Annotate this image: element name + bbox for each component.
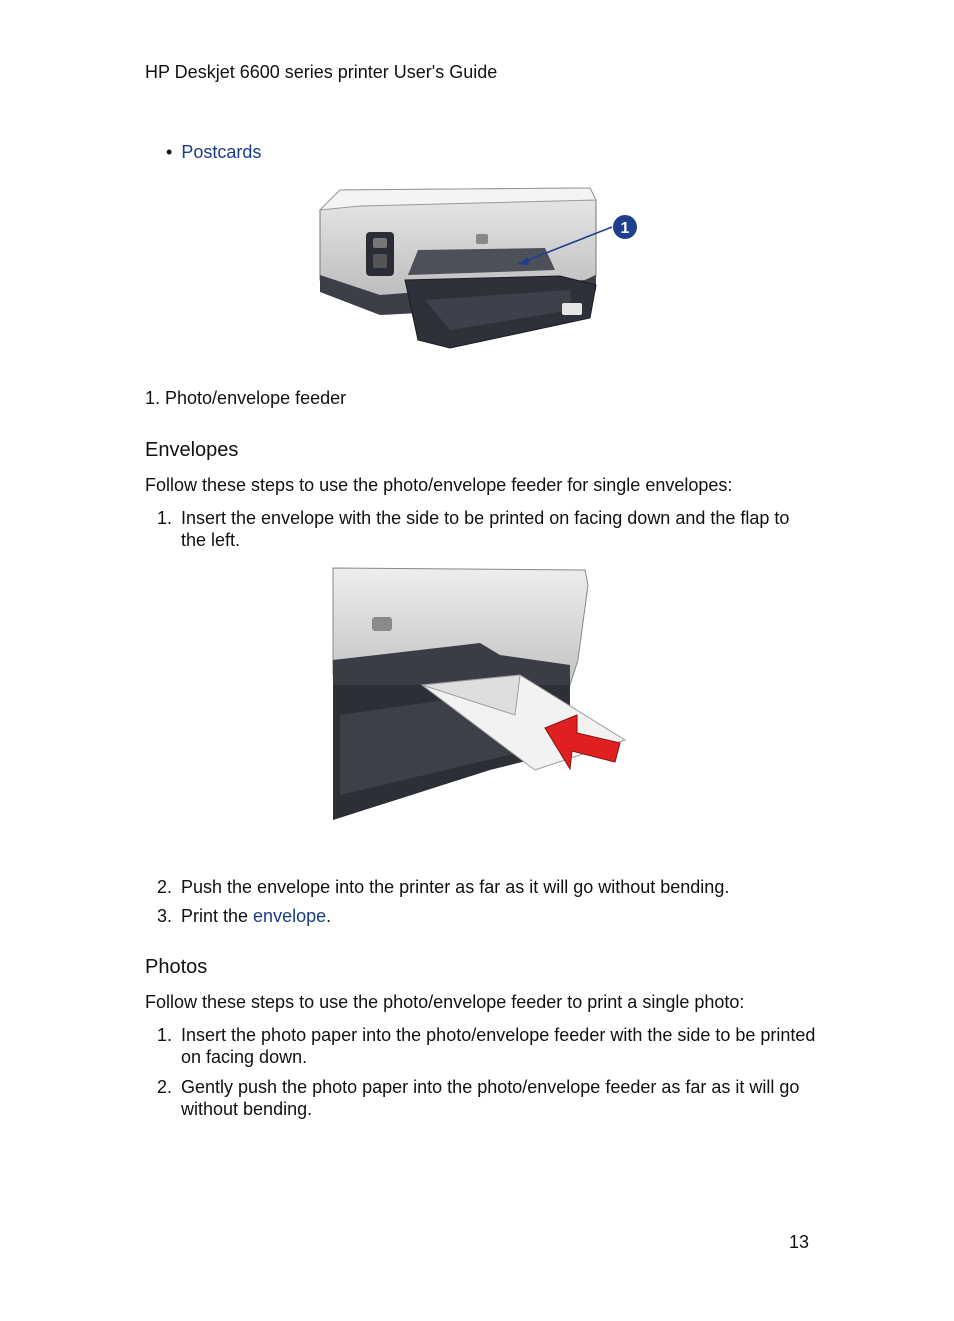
- page-header: HP Deskjet 6600 series printer User's Guide: [145, 62, 498, 82]
- photos-intro: Follow these steps to use the photo/envelope feeder to print a single photo:: [145, 992, 745, 1012]
- step-text: Insert the envelope with the side to be printed on facing down and the flap to the left.: [181, 508, 790, 550]
- step-number: 1.: [157, 508, 173, 528]
- envelope-step-2: [157, 876, 817, 898]
- photos-heading: Photos: [145, 956, 208, 978]
- step-text: [181, 905, 817, 927]
- envelope-insert-illustration: [330, 565, 630, 823]
- step-text: Gently push the photo paper into the photo/envelope feeder as far as it will go without bending.: [181, 1077, 800, 1119]
- postcards-link[interactable]: Postcards: [181, 142, 262, 162]
- envelope-link[interactable]: envelope: [253, 906, 327, 926]
- page-number: 13: [789, 1232, 810, 1252]
- figure-caption: 1. Photo/envelope feeder: [145, 388, 347, 408]
- step-number: 3.: [157, 906, 173, 926]
- step-text: Push the envelope into the printer as far as it will go without bending.: [181, 877, 730, 897]
- photo-step-1: [157, 1024, 817, 1068]
- step-number: 2.: [157, 877, 173, 897]
- step-text-after: .: [326, 906, 332, 926]
- callout-number: 1: [620, 220, 630, 237]
- step-number: 2.: [157, 1077, 173, 1097]
- envelopes-heading: Envelopes: [145, 439, 239, 461]
- step-text-before: Print the: [181, 906, 254, 926]
- photo-step-2: [157, 1076, 817, 1120]
- envelope-step-3: [157, 905, 817, 927]
- printer-illustration: [300, 180, 650, 360]
- envelope-step-1: [157, 507, 817, 551]
- list-item-postcards: [166, 142, 261, 163]
- step-text: Insert the photo paper into the photo/envelope feeder with the side to be printed on facing down.: [181, 1025, 816, 1067]
- bullet-marker: •: [166, 142, 173, 162]
- envelopes-intro: Follow these steps to use the photo/envelope feeder for single envelopes:: [145, 475, 733, 495]
- step-number: 1.: [157, 1025, 173, 1045]
